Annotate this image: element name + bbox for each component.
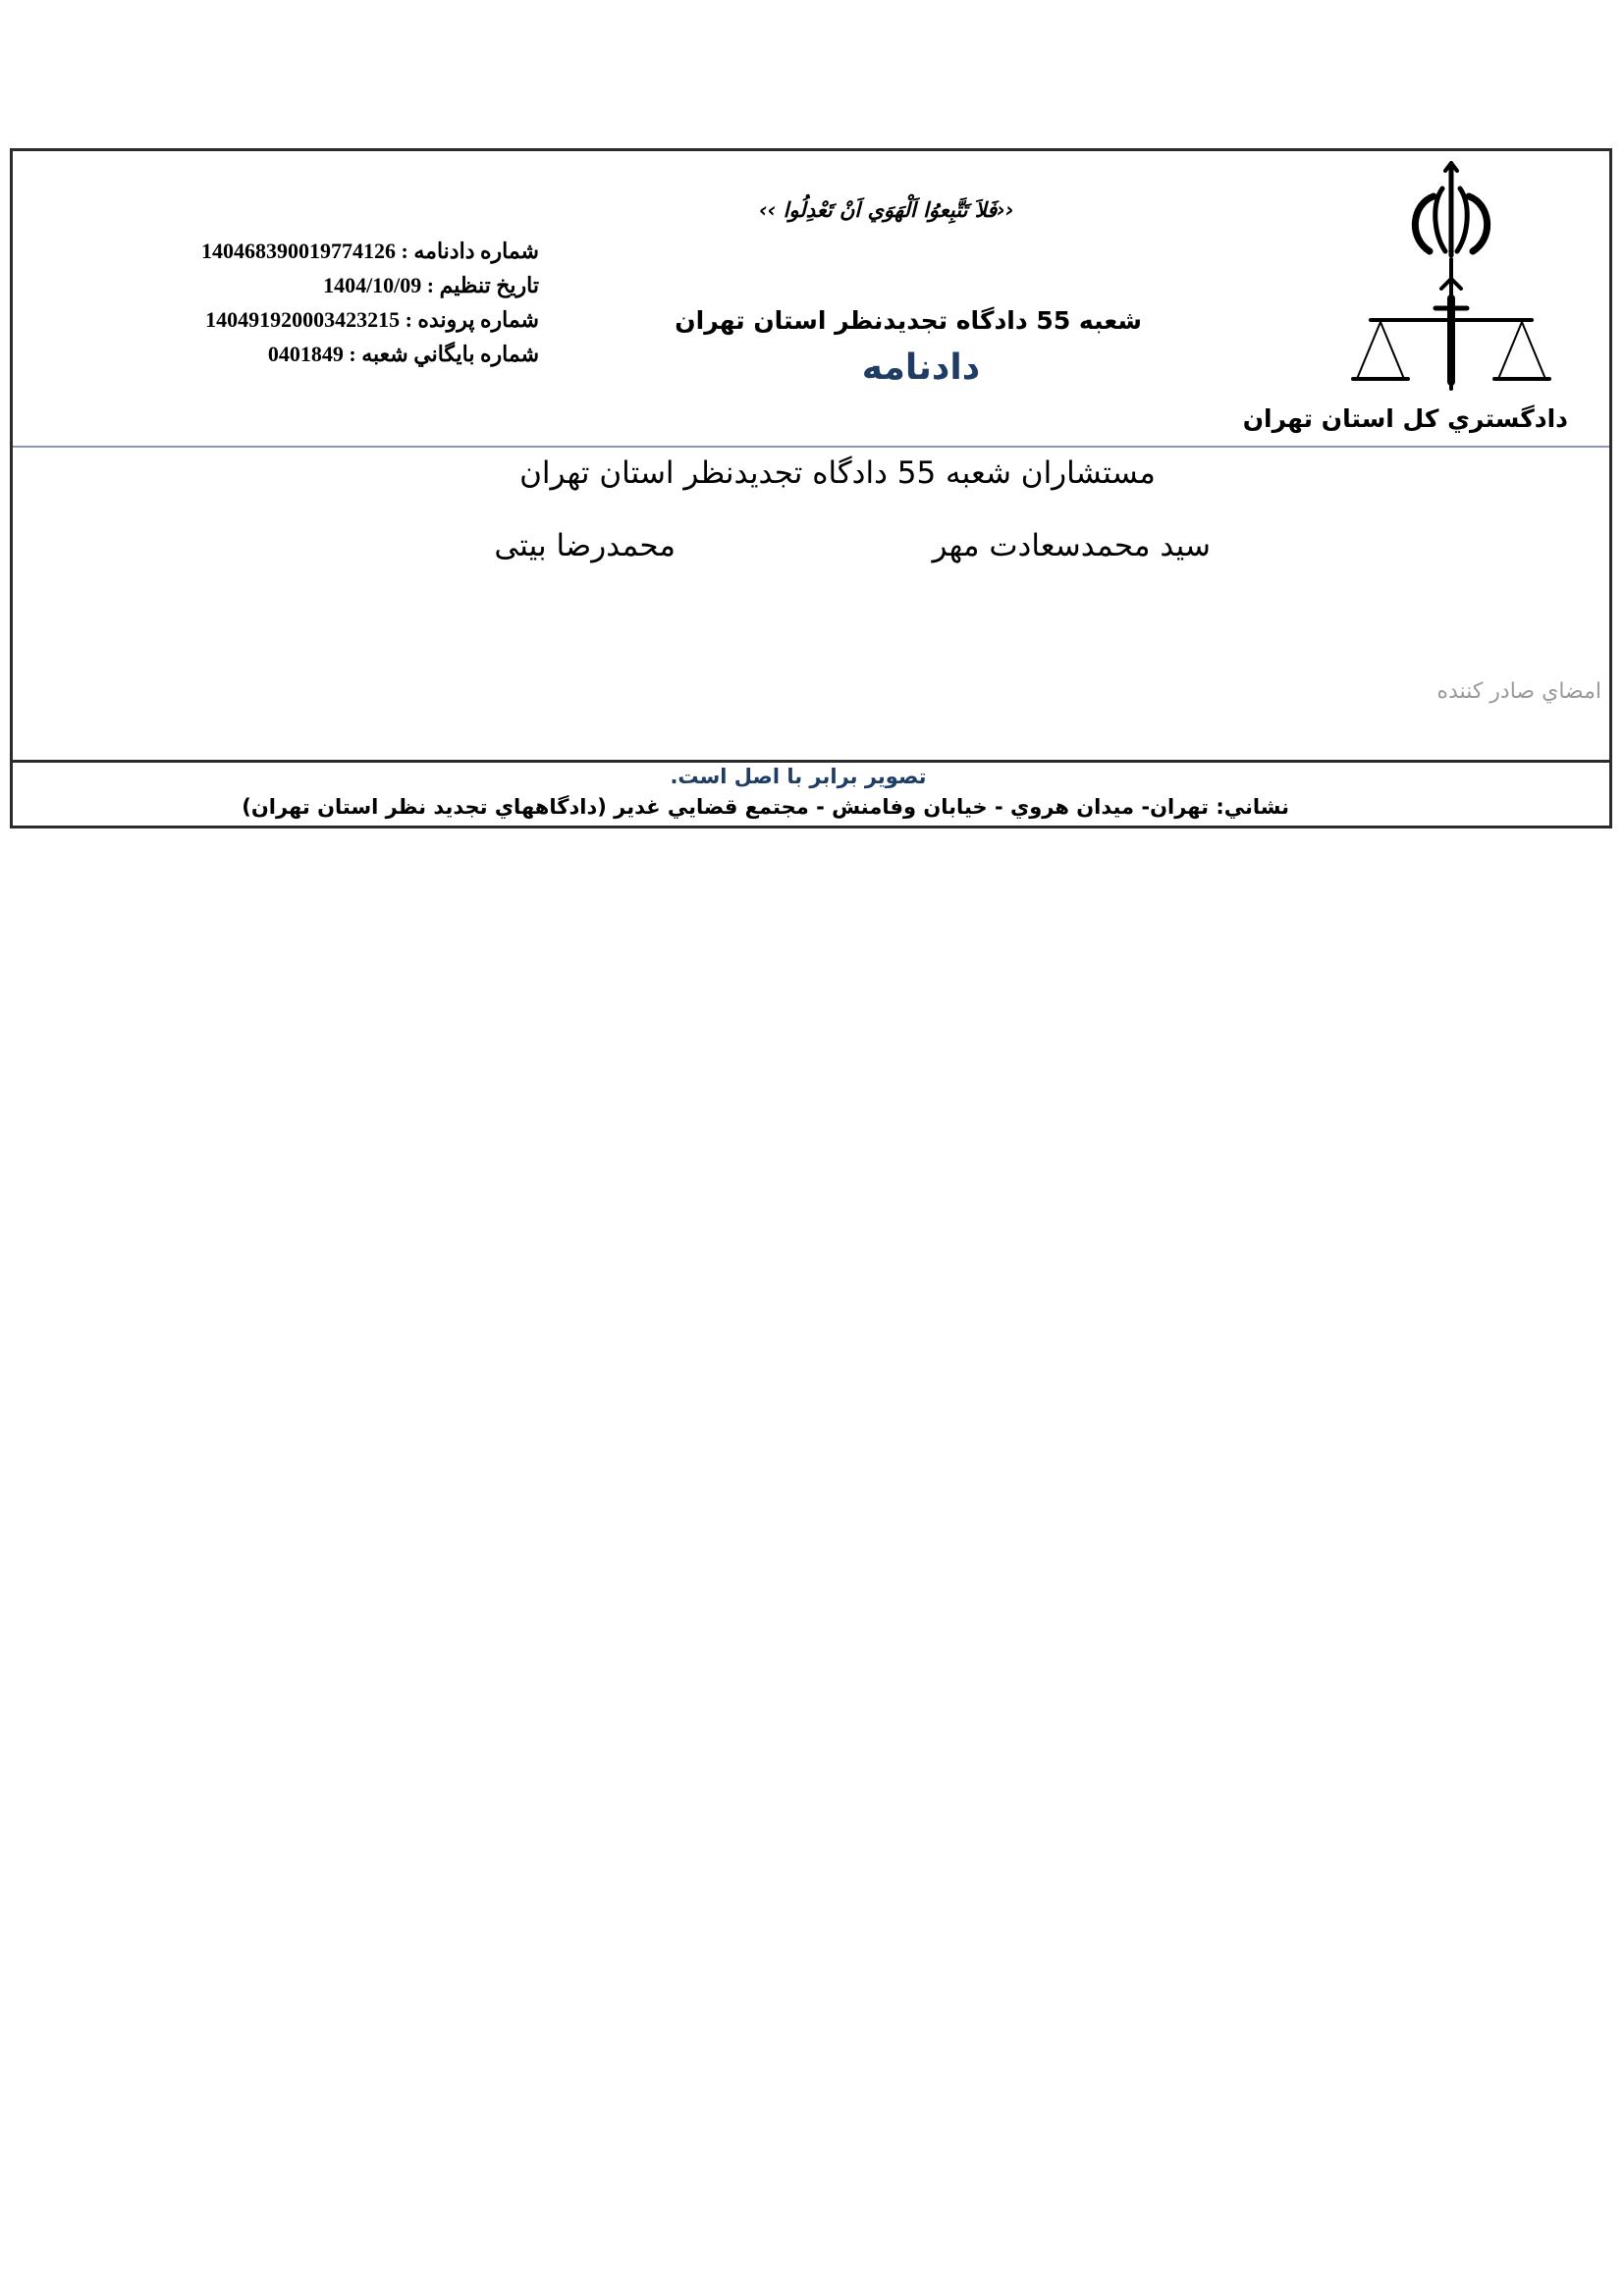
meta-label: تاريخ تنظيم : — [426, 273, 539, 297]
judge-name-2: محمدرضا بيتى — [494, 528, 676, 563]
organization-name: دادگستري كل استان تهران — [1242, 404, 1568, 433]
archive-number-row — [68, 337, 539, 371]
footer-divider — [13, 760, 1609, 763]
court-branch: شعبه 55 دادگاه تجديدنظر استان تهران — [675, 306, 1142, 335]
meta-value: 0401849 — [267, 342, 344, 366]
quran-verse: ‹‹فَلاَ تَتَّبِعوُا اَلْهَوَي اَنْ تَعْدِلُوا ›› — [759, 198, 1014, 222]
court-address: نشاني: تهران- ميدان هروي - خيابان وفامنش - مجتمع قضايي غدير (دادگاههاي تجديد نظر استان تهران) — [242, 795, 1289, 819]
meta-label: شماره پرونده : — [405, 307, 539, 332]
certified-copy-note: تصوير برابر با اصل است. — [670, 765, 927, 788]
meta-value: 140468390019774126 — [201, 239, 397, 263]
judge-name-1: سيد محمدسعادت مهر — [932, 528, 1211, 563]
meta-label: شماره بايگاني شعبه : — [349, 342, 539, 366]
header-divider — [13, 446, 1609, 448]
issue-date-row — [68, 268, 539, 302]
meta-value: 140491920003423215 — [205, 307, 401, 332]
case-number-row — [68, 302, 539, 337]
signer-label: امضاي صادر كننده — [1436, 679, 1601, 704]
document-title: دادنامه — [861, 347, 981, 388]
meta-value: 1404/10/09 — [323, 273, 422, 297]
iran-emblem-scales-icon — [1343, 161, 1559, 397]
document-metadata — [68, 234, 539, 371]
document-frame — [10, 148, 1612, 828]
verdict-number-row — [68, 234, 539, 268]
judges-heading: مستشاران شعبه 55 دادگاه تجديدنظر استان تهران — [519, 455, 1156, 491]
meta-label: شماره دادنامه : — [401, 239, 539, 263]
